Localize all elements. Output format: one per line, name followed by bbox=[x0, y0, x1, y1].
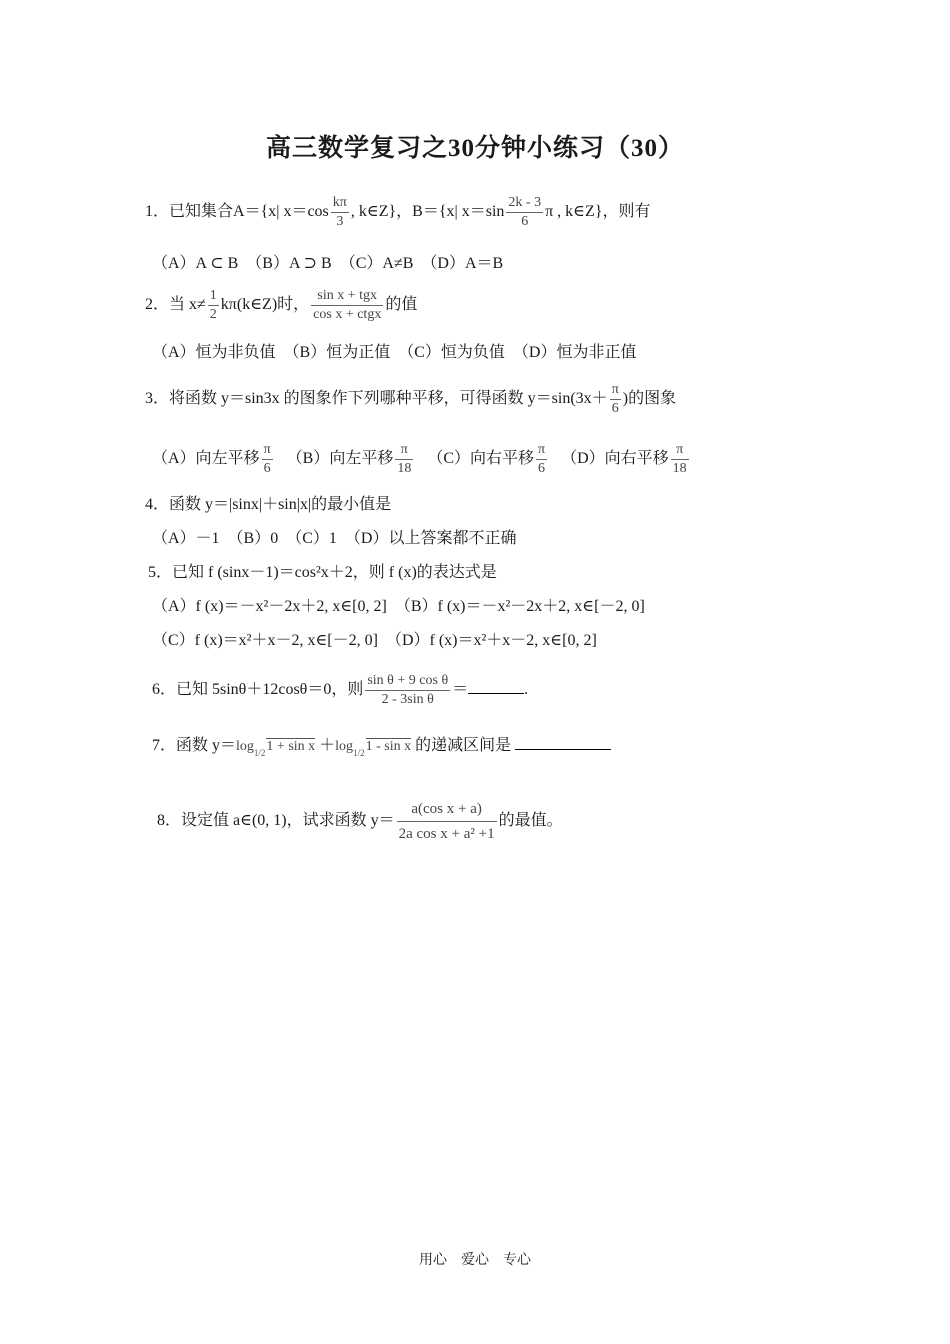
question-4: 4．函数 y＝|sinx|＋sin|x|的最小值是 bbox=[145, 496, 392, 513]
q7-answer-blank bbox=[515, 733, 611, 750]
q1-tail: π , k∈Z}，则有 bbox=[545, 203, 651, 221]
q7-log-2: log1/2 bbox=[335, 739, 365, 758]
question-1-options: （A）A ⊂ B （B）A ⊃ B （C）A≠B （D）A＝B bbox=[152, 255, 504, 272]
q3-fraction: $\frac{\pi}{6}$ bbox=[611, 382, 619, 416]
q6-answer-blank bbox=[468, 677, 524, 694]
question-3-options: （A）向左平移 $\frac{\pi}{6}$ （B）向左平移 $\frac{\pi}{18}$ （C）向右平移 $\frac{\pi}{6}$ （D）向右平移 $\frac{\pi}{18}$ bbox=[152, 442, 687, 476]
question-4-options: （A）－1 （B）0 （C）1 （D）以上答案都不正确 bbox=[152, 530, 517, 547]
question-2: 2．当 x≠ $\frac{1}{2}$ kπ(k∈Z)时， $\frac{\text{sin x + tgx}}{\text{cos x + ctgx}}$ 的值 bbox=[145, 288, 418, 322]
page-title: 高三数学复习之30分钟小练习（30） bbox=[265, 135, 684, 162]
q3-option-d-fraction: $\frac{\pi}{18}$ bbox=[672, 442, 687, 476]
question-2-options: （A）恒为非负值 （B）恒为正值 （C）恒为负值 （D）恒为非正值 bbox=[152, 344, 637, 361]
q3-option-a-fraction: $\frac{\pi}{6}$ bbox=[263, 442, 271, 476]
q1-set-a: A＝{x| x＝cos bbox=[233, 203, 329, 221]
q7-log-1: log1/2 bbox=[236, 739, 266, 758]
question-5: 5．已知 f (sinx－1)＝cos²x＋2，则 f (x)的表达式是 bbox=[148, 564, 497, 581]
q2-fraction-half: $\frac{1}{2}$ bbox=[209, 288, 217, 322]
q3-option-b-fraction: $\frac{\pi}{18}$ bbox=[397, 442, 412, 476]
q8-fraction: $\frac{\text{a(cos x + a)}}{\text{2a cos x + a² +1}}$ bbox=[397, 797, 497, 846]
q7-radical-1: 1 + sin x bbox=[266, 739, 316, 754]
q1-fraction-a: $\frac{k\pi}{3}$ bbox=[332, 195, 347, 229]
question-8: 8．设定值 a∈(0, 1)，试求函数 y＝ $\frac{\text{a(cos x + a)}}{\text{2a cos x + a² +1}}$ 的最值。 bbox=[157, 797, 563, 846]
q2-fraction-expression: $\frac{\text{sin x + tgx}}{\text{cos x + ctgx}}$ bbox=[313, 288, 382, 322]
question-5-options-cd: （C）f (x)＝x²＋x－2, x∈[－2, 0] （D）f (x)＝x²＋x－2, x∈[0, 2] bbox=[152, 632, 597, 649]
q1-fraction-b: $\frac{2k - 3}{6}$ bbox=[508, 195, 542, 229]
q6-fraction: $\frac{\text{sin θ + 9 cos θ}}{\text{2 - 3sin θ}}$ bbox=[367, 673, 449, 707]
question-3: 3．将函数 y＝sin3x 的图象作下列哪种平移，可得函数 y＝sin(3x＋ $\frac{\pi}{6}$ )的图象 bbox=[145, 382, 677, 416]
q3-option-c-fraction: $\frac{\pi}{6}$ bbox=[538, 442, 546, 476]
question-5-options-ab: （A）f (x)＝－x²－2x＋2, x∈[0, 2] （B）f (x)＝－x²－2x＋2, x∈[－2, 0] bbox=[152, 598, 645, 615]
q1-set-b: , k∈Z}，B＝{x| x＝sin bbox=[350, 203, 505, 221]
q1-prefix: 1．已知集合 bbox=[145, 203, 234, 221]
question-1 bbox=[145, 194, 650, 231]
q7-radical-2: 1 - sin x bbox=[365, 739, 412, 754]
question-7: 7．函数 y＝log1/21 + sin x ＋log1/21 - sin x 的递减区间是 bbox=[152, 733, 611, 757]
question-6: 6．已知 5sinθ＋12cosθ＝0，则 $\frac{\text{sin θ + 9 cos θ}}{\text{2 - 3sin θ}}$ ＝ . bbox=[152, 673, 529, 707]
page-footer: 用心 爱心 专心 bbox=[419, 1253, 531, 1268]
